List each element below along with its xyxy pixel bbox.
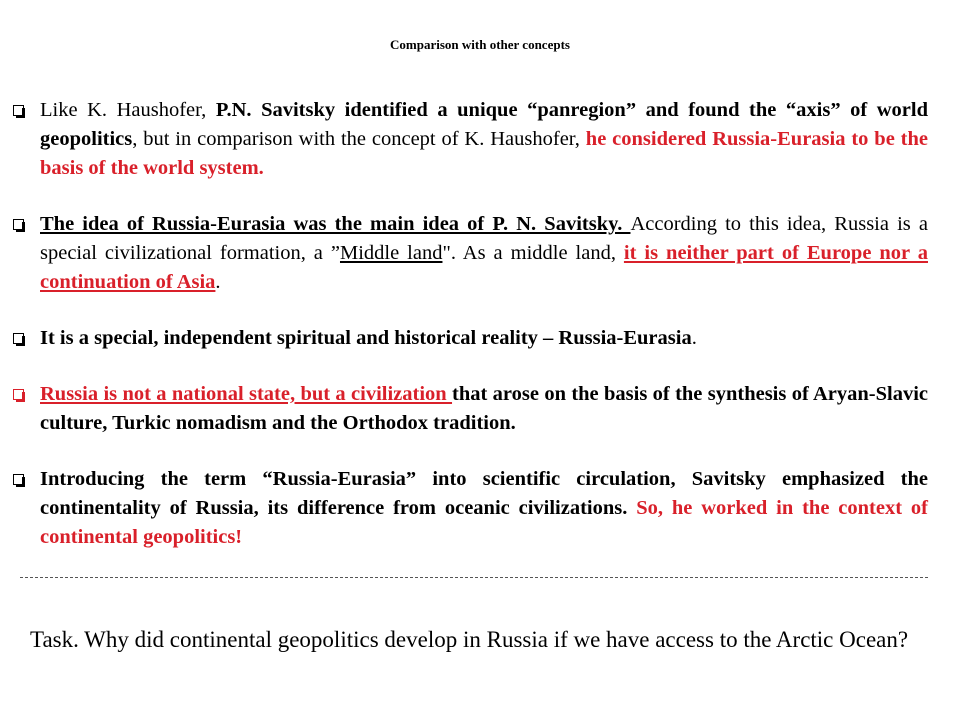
bullet-text-highlight: it is neither part of Europe nor a continuation of Asia bbox=[40, 242, 928, 293]
bullet-item bbox=[10, 210, 928, 297]
bullet-item bbox=[10, 96, 928, 183]
bullet-text: . bbox=[691, 327, 697, 349]
bullet-item bbox=[10, 465, 928, 552]
slide-title: Comparison with other concepts bbox=[390, 37, 570, 52]
dashed-divider bbox=[20, 577, 928, 578]
bullet-text-bold: Introducing the term “Russia-Eurasia” into scientific circulation, Savitsky emphasized the continentality of Russia, its difference from oceanic civilizations. bbox=[40, 468, 928, 519]
bullet-item bbox=[10, 324, 928, 353]
bullet-text-underlined: Middle land bbox=[339, 242, 443, 264]
checkbox-bullet-icon bbox=[10, 216, 26, 233]
bullet-text-bold: P.N. Savitsky identified a unique “panregion” and found the “axis” of world geopolitics bbox=[40, 99, 928, 150]
bullet-text-highlight: he considered Russia-Eurasia to be the basis of the world system. bbox=[40, 128, 928, 179]
bullet-item bbox=[10, 380, 928, 438]
checkbox-bullet-icon bbox=[10, 386, 26, 403]
checkbox-bullet-icon bbox=[10, 330, 26, 347]
bullet-text: . bbox=[215, 271, 221, 293]
bullet-text-bold: It is a special, independent spiritual and historical reality – Russia-Eurasia bbox=[40, 327, 692, 349]
bullet-list bbox=[10, 96, 928, 552]
bullet-text-highlight: So, he worked in the context of continental geopolitics! bbox=[40, 497, 928, 548]
bullet-text: , but in comparison with the concept of K. Haushofer, bbox=[132, 128, 586, 150]
bullet-text: According to this idea, Russia is a special civilizational formation, a ” bbox=[40, 213, 928, 264]
bullet-text-highlight: Russia is not a national state, but a civilization bbox=[40, 383, 453, 405]
checkbox-bullet-icon bbox=[10, 471, 26, 488]
checkbox-bullet-icon bbox=[10, 102, 26, 119]
bullet-text-bold: that arose on the basis of the synthesis of Aryan-Slavic culture, Turkic nomadism and the Orthodox tradition. bbox=[40, 383, 929, 434]
bullet-text: Like K. Haushofer, bbox=[40, 99, 216, 121]
bullet-text-bold-underlined: The idea of Russia-Eurasia was the main idea of P. N. Savitsky. bbox=[40, 213, 631, 235]
task-question: Task. Why did continental geopolitics develop in Russia if we have access to the Arctic Ocean? bbox=[30, 627, 909, 652]
bullet-text: ". As a middle land, bbox=[442, 242, 624, 264]
